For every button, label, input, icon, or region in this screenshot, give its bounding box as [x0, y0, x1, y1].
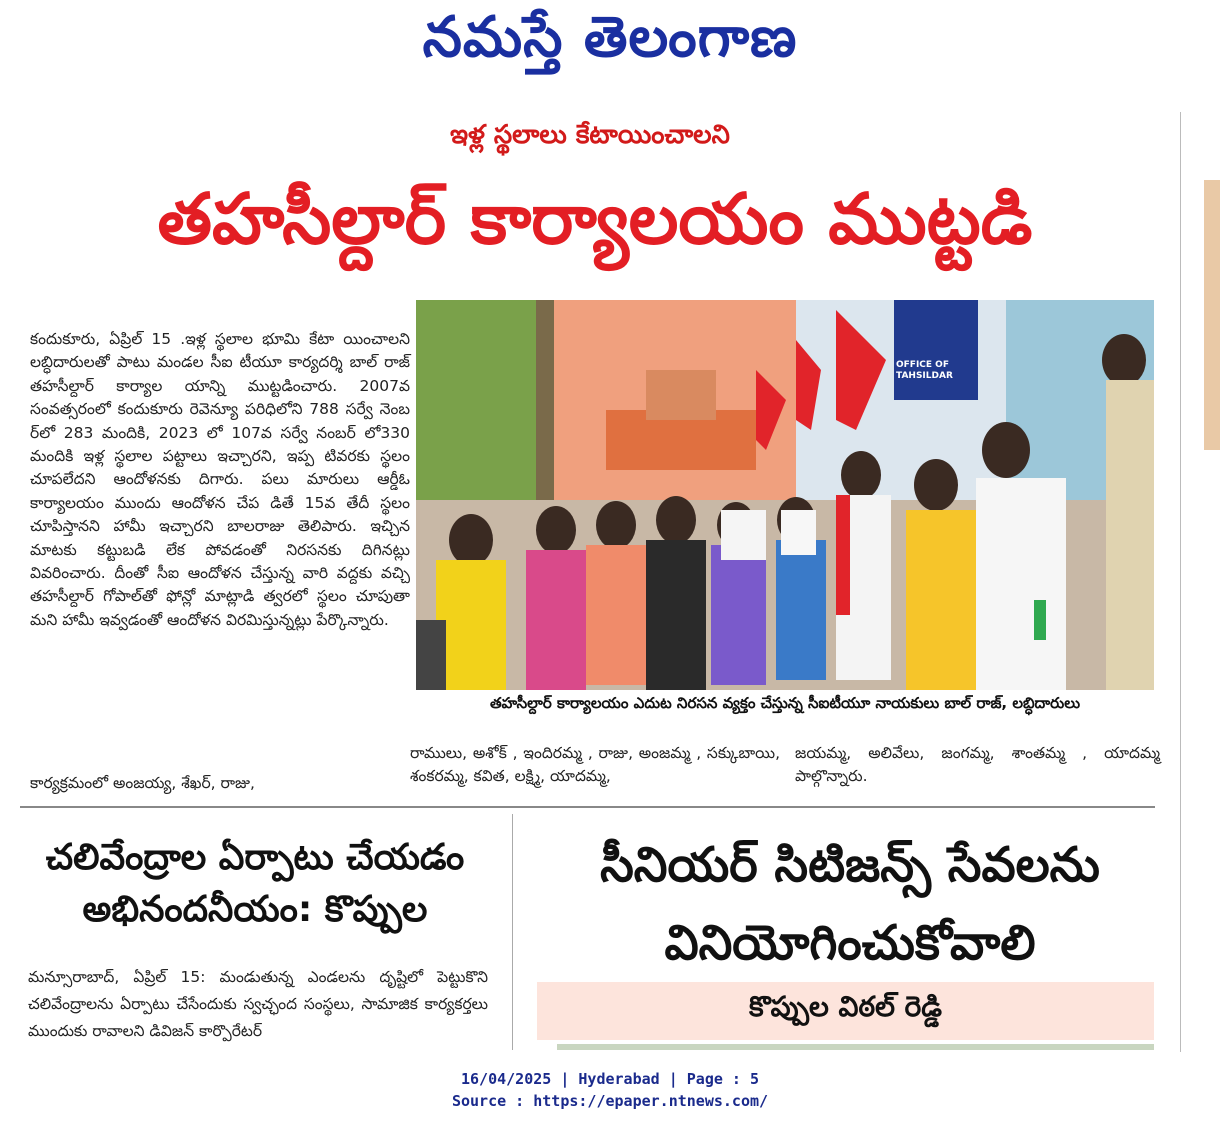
page-footer [0, 1068, 1220, 1112]
story1-names-part3: జయమ్మ, అలివేలు, జంగమ్మ, శాంతమ్మ , యాదమ్మ పాల్గొన్నారు. [795, 744, 1160, 786]
story3-byline: కొప్పుల విఠల్ రెడ్డి [748, 990, 942, 1023]
column-divider [1180, 112, 1181, 1052]
story3-headline: సీనియర్ సిటిజన్స్ సేవలను వినియోగించుకోవాలి [600, 837, 1100, 971]
story1-names-part1: కార్యక్రమంలో అంజయ్య, శేఖర్, రాజు, [30, 774, 255, 792]
story2-body: మన్సూరాబాద్, ఏప్రిల్ 15: మండుతున్న ఎండలను దృష్టిలో పెట్టుకొని చలివేంద్రాలను ఏర్పాటు చేసేందుకు స్వచ్ఛంద సంస్థలు, సామాజిక కార్యకర్తలు ముందుకు రావాలని డివిజన్ కార్పొరేటర్ [28, 968, 488, 1040]
footer-date-line: 16/04/2025 | Hyderabad | Page : 5 [460, 1070, 759, 1088]
cropped-photo-strip [557, 1044, 1154, 1050]
story2-headline: చలివేంద్రాల ఏర్పాటు చేయడం అభినందనీయం: కొప్పుల [45, 837, 465, 930]
story1-names-part2: రాములు, అశోక్ , ఇందిరమ్మ , రాజు, అంజమ్మ , సక్కుబాయి, శంకరమ్మ, కవిత, లక్ష్మి, యాదమ్మ, [410, 744, 780, 786]
photo-sign-text: OFFICE OF TAHSILDAR [896, 360, 953, 381]
column-divider-lower [512, 814, 513, 1050]
photo-caption: తహసీల్దార్ కార్యాలయం ఎదుట నిరసన వ్యక్తం చేస్తున్న సీఐటీయూ నాయకులు బాల్ రాజ్, లబ్ధిదారులు [489, 694, 1081, 712]
news-photo [416, 300, 1154, 690]
story1-kicker: ఇళ్ల స్థలాలు కేటాయించాలని [450, 120, 730, 150]
section-divider [20, 806, 1155, 808]
cropped-photo-right [1204, 180, 1220, 450]
masthead-logo: నమస్తే తెలంగాణ [422, 4, 798, 70]
story1-body: కందుకూరు, ఏప్రిల్ 15 .ఇళ్ల స్థలాల భూమి కేటా యించాలని లబ్ధిదారులతో పాటు మండల సీఐ టీయూ కార్యదర్శి బాల్ రాజ్ తహసీల్దార్ కార్యాల యాన్ని ముట్టడించారు. 2007వ సంవత్సరంలో కందుకూరు రెవెన్యూ పరిధిలోని 788 సర్వే నెంబ ర్‌లో 283 మందికి, 2023 లో 107వ సర్వే నంబర్ లో330 మందికి ఇళ్ల స్థలాల పట్టాలు ఇచ్చారని, ఇప్ప టివరకు స్థలం చూపలేదని ఆందోళనకు దిగారు. పలు మారులు ఆర్డీఓ కార్యాలయం ముందు ఆందోళన చేప డితే 15వ తేదీ స్థలం చూపిస్తానని హామీ ఇచ్చారని బాలరాజు తెలిపారు. ఇచ్చిన మాటకు కట్టుబడి లేక పోవడంతో నిరసనకు దిగినట్లు వివరించారు. దీంతో సీఐ ఆందోళన చేస్తున్న వారి వద్దకు వచ్చి తహసీల్దార్ గోపాల్‌తో ఫోన్లో మాట్లాడి త్వరలో స్థలం చూపుతా మని హామీ ఇవ్వడంతో ఆందోళన విరమిస్తున్నట్లు పేర్కొన్నారు. [30, 330, 410, 629]
protest-photo-illustration [416, 300, 1154, 690]
story1-headline: తహసీల్దార్ కార్యాలయం ముట్టడి [157, 178, 1033, 260]
footer-source-line: Source : https://epaper.ntnews.com/ [451, 1092, 769, 1110]
